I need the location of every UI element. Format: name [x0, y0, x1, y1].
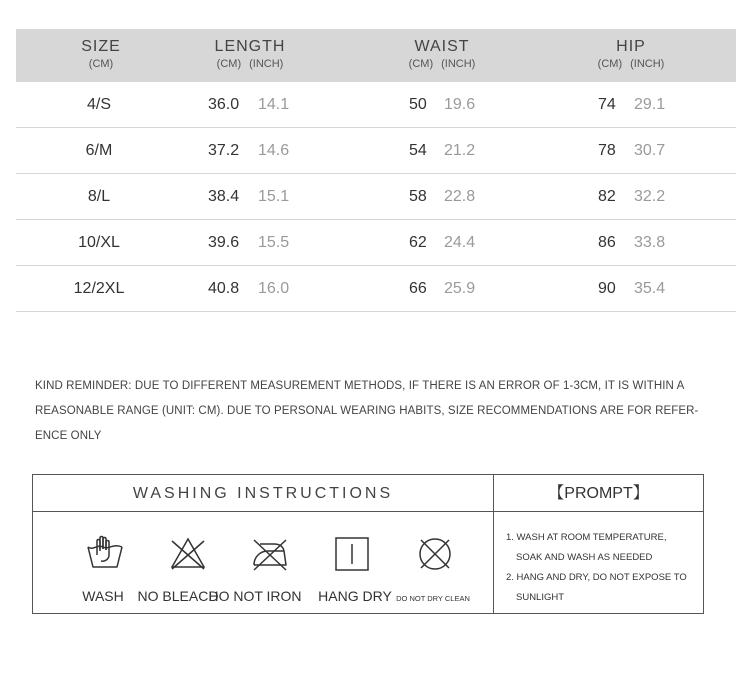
size-table — [16, 29, 736, 312]
care-icons — [33, 512, 494, 613]
prompt-line: 1. WASH AT ROOM TEMPERATURE, — [506, 532, 667, 543]
reminder-line: ENCE ONLY — [35, 430, 102, 442]
header-length: LENGTH (CM) (INCH) — [214, 38, 286, 70]
hip-cm-cell: 74 — [598, 96, 616, 113]
hip-inch-cell: 32.2 — [634, 188, 666, 205]
waist-inch-cell: 19.6 — [444, 96, 476, 113]
waist-inch-cell: 22.8 — [444, 188, 476, 205]
waist-cm-cell: 58 — [409, 188, 427, 205]
size-cell: 10/XL — [78, 234, 120, 251]
hip-inch-cell: 35.4 — [634, 280, 666, 297]
length-inch-cell: 14.1 — [258, 96, 290, 113]
size-cell: 4/S — [86, 96, 111, 113]
prompt-line: SOAK AND WASH AS NEEDED — [516, 552, 653, 563]
prompt-title: 【PROMPT】 — [494, 475, 703, 512]
table-row — [16, 266, 736, 312]
prompt-text — [494, 512, 703, 613]
reminder-line: KIND REMINDER: DUE TO DIFFERENT MEASUREMENT METHODS, IF THERE IS AN ERROR OF 1-3CM, IT IS WITHIN A — [35, 380, 685, 392]
washing-instructions-title: WASHING INSTRUCTIONS — [33, 475, 494, 512]
length-cm-cell: 38.4 — [208, 188, 240, 205]
waist-inch-cell: 25.9 — [444, 280, 476, 297]
hip-inch-cell: 30.7 — [634, 142, 666, 159]
washing-instructions-box — [32, 474, 704, 614]
length-inch-cell: 15.1 — [258, 188, 290, 205]
reminder-line: REASONABLE RANGE (UNIT: CM). DUE TO PERSONAL WEARING HABITS, SIZE RECOMMENDATIONS ARE FOR REFER- — [35, 405, 699, 417]
waist-cm-cell: 50 — [409, 96, 427, 113]
hip-inch-cell: 33.8 — [634, 234, 666, 251]
table-row — [16, 82, 736, 128]
header-hip: HIP (CM) (INCH) — [597, 38, 665, 70]
header-waist: WAIST (CM) (INCH) — [408, 38, 476, 70]
waist-inch-cell: 24.4 — [444, 234, 476, 251]
do-not-dry-clean-label: DO NOT DRY CLEAN — [396, 594, 470, 603]
hip-cm-cell: 78 — [598, 142, 616, 159]
wash-label: WASH — [82, 588, 124, 604]
prompt-line: 2. HANG AND DRY, DO NOT EXPOSE TO — [506, 572, 687, 583]
no-bleach-label: NO BLEACH — [137, 588, 219, 604]
waist-cm-cell: 54 — [409, 142, 427, 159]
header-size: SIZE (CM) — [81, 38, 121, 70]
prompt-line: SUNLIGHT — [516, 592, 565, 603]
size-cell: 6/M — [85, 142, 113, 159]
kind-reminder — [35, 374, 710, 449]
table-row — [16, 220, 736, 266]
hip-cm-cell: 90 — [598, 280, 616, 297]
table-row — [16, 128, 736, 174]
hip-inch-cell: 29.1 — [634, 96, 666, 113]
waist-cm-cell: 62 — [409, 234, 427, 251]
hang-dry-label: HANG DRY — [318, 588, 392, 604]
size-cell: 12/2XL — [73, 280, 125, 297]
length-cm-cell: 36.0 — [208, 96, 240, 113]
length-cm-cell: 39.6 — [208, 234, 240, 251]
table-row — [16, 174, 736, 220]
do-not-iron-label: DO NOT IRON — [208, 588, 302, 604]
size-cell: 8/L — [87, 188, 111, 205]
waist-inch-cell: 21.2 — [444, 142, 476, 159]
hip-cm-cell: 82 — [598, 188, 616, 205]
length-inch-cell: 16.0 — [258, 280, 290, 297]
length-inch-cell: 15.5 — [258, 234, 290, 251]
length-inch-cell: 14.6 — [258, 142, 290, 159]
hip-cm-cell: 86 — [598, 234, 616, 251]
length-cm-cell: 37.2 — [208, 142, 240, 159]
waist-cm-cell: 66 — [409, 280, 427, 297]
size-table-header — [16, 29, 736, 82]
length-cm-cell: 40.8 — [208, 280, 240, 297]
